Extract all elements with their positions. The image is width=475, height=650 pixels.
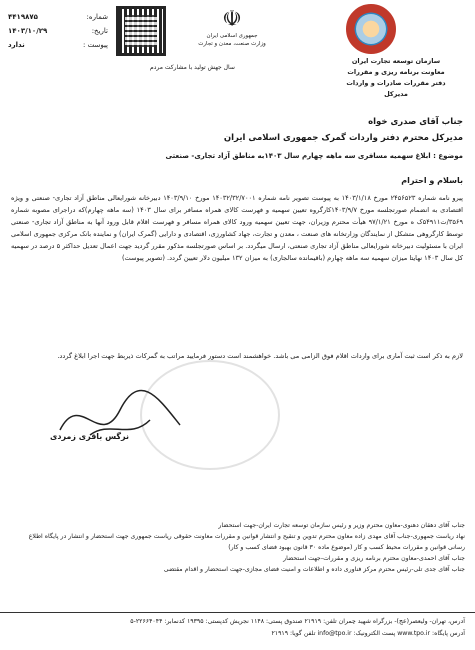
org-line-1: سازمان توسعه تجارت ایران [351,57,441,65]
government-emblem-block [192,8,272,48]
handwritten-signature [50,380,190,460]
body-paragraph-1: پیرو نامه شماره ۲۴۵۶۵۲۳ مورخ ۱۴۰۳/۱/۱۸ به پیوست تصویر نامه شماره ۱۴۰۳۲/۳۲/۷۰۰۱ مورخ ۱۴۰۳/۹/۱۰ دبیرخانه شورایعالی مناطق آزاد تجاری- صنعتی و ویژه اقتصادی به انضمام صورتجلسه مورخ ۱۴۰۳/۹/۷کارگروه تعیین سهمیه و فهرست کالای همراه مسافر برای سال ۱۴۰۳ (سه ماهه چهارم)که دراجرای مصوبه شماره ۳۵۶۹/ت۵۴۹۱۱ک ه مورخ ۹۷/۱/۲۱ هیأت محترم وزیران، جهت تعیین سهمیه ورود کالای همراه مسافر و فهرست اقلام قابل ورود آنها به مناطق آزاد تجاری- صنعتی توسط کارگروهی متشکل از نمایندگان وزارتخانه های صنعت ، معدن و تجارت، جهاد کشاورزی، اقتصادی و دارایی (گمرک ایران) و نماینده بانک مرکزی جمهوری اسلامی ایران با مسئولیت دبیرخانه شورایعالی مناطق آزاد تجاری صنعتی، ارسال میگردد. بر اساس صورتجلسه مذکور مقرر گردید جهت اعمال تعدیل حداکثر ۵ درصد در سهمیه کل سال ۱۴۰۳ نهایتا میزان سهمیه سه ماهه چهارم (باقیمانده سالجاری) به میزان ۱۳۲ میلیون دلار تعیین گردد. (تصویر پیوست) [11,194,463,262]
cc-item: نهاد ریاست جمهوری-جناب آقای مهدی زاده معاون محترم تدوین و تنقیح و انتشار قوانین و مقررات معاونت حقوقی ریاست جمهوری جهت استحضار و انتشار در پایگاه اطلاع رسانی قوانین و مقررات محیط کسب و کار (موضوع ماده ۳۰ قانون بهبود فضای کسب و کار) [28,533,465,551]
footer-divider [0,612,475,613]
tpo-logo [346,4,396,54]
org-line-2: معاونت برنامه ریزی و مقررات [347,68,445,76]
number-label: شماره: [86,13,108,21]
letter-meta [8,10,108,52]
emblem-text-2: وزارت صنعت، معدن و تجارت [198,41,266,47]
greeting: باسلام و احترام [401,176,463,185]
footer-contact: آدرس پایگاه: www.tpo.ir پست الکترونیک: info@tpo.ir تلفن گویا: ۲۱۹۱۹ [271,630,465,637]
footer [10,616,465,640]
cc-list [10,520,465,575]
signer-name: نرگس باقری زمردی [50,432,130,441]
org-line-4: مدیرکل [384,90,408,98]
cc-item: جناب آقای جدی تلی-رئیس محترم مرکز فناوری داده و اطلاعات و امنیت فضای مجازی-جهت استحضار و اقدام مقتضی [163,566,465,573]
addressee-line-2: مدیرکل محترم دفتر واردات گمرک جمهوری اسلامی ایران [223,133,463,143]
date-value: ۱۴۰۳/۱۰/۲۹ [8,27,48,35]
organization-block [331,56,461,100]
iran-emblem-icon: ☫ [222,7,242,32]
footer-address: آدرس، تهران- ولیعصر(عج)- بزرگراه شهید چمران تلفن: ۲۱۹۱۹ صندوق پستی: ۱۱۴۸ نجریش کدپستی: ۱۹۳۹۵ کدنمابر: ۲۲۶۶۴۰۴۴-۵ [130,618,465,625]
qr-code-icon [116,6,166,56]
body-paragraph-2: لازم به ذکر است ثبت آماری برای واردات اقلام فوق الزامی می باشد. خواهشمند است دستور فرمایید مراتب به گمرکات ذیربط جهت اجرا ابلاغ گردد. [57,352,463,360]
addressee-line-1: جناب آقای صدری خواه [368,117,463,127]
addressee-block [224,114,463,146]
subject-line: موضوع : ابلاغ سهمیه مسافری سه ماهه چهارم سال ۱۴۰۳به مناطق آزاد تجاری- صنعتی [165,152,463,160]
emblem-text-1: جمهوری اسلامی ایران [206,33,258,39]
number-value: ۴۴۱۹۸۷۵ [8,13,38,21]
org-line-3: دفتر مقررات صادرات و واردات [346,79,446,87]
attachment-value: ندارد [8,41,25,49]
cc-item: جناب آقای دهقان دهنوی-معاون محترم وزیر و رئیس سازمان توسعه تجارت ایران-جهت استحضار [218,522,465,529]
slogan: سال جهش تولید با مشارکت مردم [150,64,235,71]
date-label: تاریخ: [91,27,108,35]
attachment-label: پیوست : [83,41,108,49]
cc-item: جناب آقای احمدی-معاون محترم برنامه ریزی و مقررات-جهت استحضار [283,555,465,562]
